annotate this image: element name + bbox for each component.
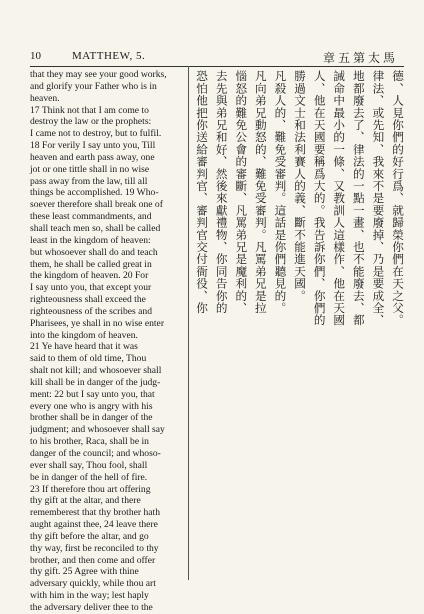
english-line: heaven. [30,92,60,104]
english-column [30,69,182,613]
chinese-column-line: 地都廢去了、律法的一點一畫、也不能廢去、都 [351,70,366,327]
chinese-column-line: 誡命中最小的一條、又教訓人這樣作、他在天國 [332,70,347,327]
chinese-column-line: 人、他在天國要稱爲大的。我告訴你們、你們的 [312,70,327,327]
chinese-column-line: 恐怕他把你送給審判官、審判官交付衙役、你 [195,70,210,314]
english-line: adversary quickly, while thou art [30,578,156,590]
english-line: kill shall be in danger of the judg- [30,376,161,388]
english-line: righteousness shall exceed the [30,294,146,306]
english-line: with him in the way; lest haply [30,590,149,602]
english-line: pass away from the law, till all [30,175,148,187]
chinese-column [194,70,404,578]
english-line: and glorify your Father who is in [30,80,157,92]
english-line: these least commandments, and [30,211,152,223]
english-line: rememberest that thy brother hath [30,507,161,519]
english-line: I came not to destroy, but to fulfil. [30,128,162,140]
english-line: said to them of old time, Thou [30,353,147,365]
english-line: thy gift. 25 Agree with thine [30,566,139,578]
chinese-column-line: 凡殺人的、難免受審判。這話是你們聽見的。 [273,70,288,314]
english-line: thy gift before the altar, and go [30,530,149,542]
english-line: but whosoever shall do and teach [30,246,158,258]
english-line: heaven and earth pass away, one [30,151,155,163]
english-line: 18 For verily I say unto you, Till [30,140,156,152]
chinese-column-line: 去先與弟兄和好、然後來獻禮物、你同告你的 [214,70,229,314]
english-line: thy gift at the altar, and there [30,495,141,507]
english-line: ment: 22 but I say unto you, that [30,388,155,400]
english-line: the adversary deliver thee to the [30,601,153,613]
page-number: 10 [30,50,41,62]
english-line: soever therefore shall break one of [30,199,163,211]
header-rule [30,66,404,67]
english-line: ever shall say, Thou fool, shall [30,459,148,471]
english-line: destroy the law or the prophets: [30,116,152,128]
english-line: brother, and then come and offer [30,554,156,566]
english-line: 23 If therefore thou art offering [30,483,151,495]
english-line: shall teach men so, shall be called [30,222,161,234]
english-line: into the kingdom of heaven. [30,329,138,341]
running-title: MATTHEW, 5. [72,50,146,62]
english-line: I say unto you, that except your [30,282,152,294]
english-line: 17 Think not that I am come to [30,104,149,116]
english-line: least in the kingdom of heaven: [30,234,151,246]
english-line: to his brother, Raca, shall be in [30,436,149,448]
english-line: danger of the council; and whoso- [30,448,161,459]
english-line: thy way, first be reconciled to thy [30,542,159,554]
english-line: aught against thee, 24 leave there [30,519,158,531]
chinese-column-line: 凡向弟兄動怒的、難免受審判。凡罵弟兄是拉 [253,70,268,314]
english-line: that they may see your good works, [30,69,167,80]
english-line: righteousness of the scribes and [30,305,153,317]
english-line: be in danger of the hell of fire. [30,471,148,483]
english-line: 21 Ye have heard that it was [30,341,138,353]
chinese-column-line: 德、人見你們的好行爲、就歸榮你們在天之父。 [391,70,405,327]
chinese-column-line: 勝過文士和法利賽人的義、斷不能進天國。 [293,70,308,302]
english-line: judgment; and whosoever shall say [30,424,165,436]
english-line: every one who is angry with his [30,400,153,412]
english-line: shalt not kill; and whosoever shall [30,365,162,377]
english-line: the kingdom of heaven. 20 For [30,270,149,282]
chinese-column-line: 律法、或先知、我來不是要廢掉、乃是要成全、 [371,70,386,327]
column-divider [188,66,189,580]
chinese-column-line: 惱怒的難免公會的審斷、凡罵弟兄是魔利的、 [234,70,249,314]
chinese-running-title: 章五第太馬 [322,51,398,65]
page-header [30,50,404,64]
english-line: jot or one tittle shall in no wise [30,163,150,175]
english-line: brother shall be in danger of the [30,412,153,424]
english-line: things be accomplished. 19 Who- [30,187,159,199]
english-line: Pharisees, ye shall in no wise enter [30,317,165,329]
english-line: them, he shall be called great in [30,258,152,270]
